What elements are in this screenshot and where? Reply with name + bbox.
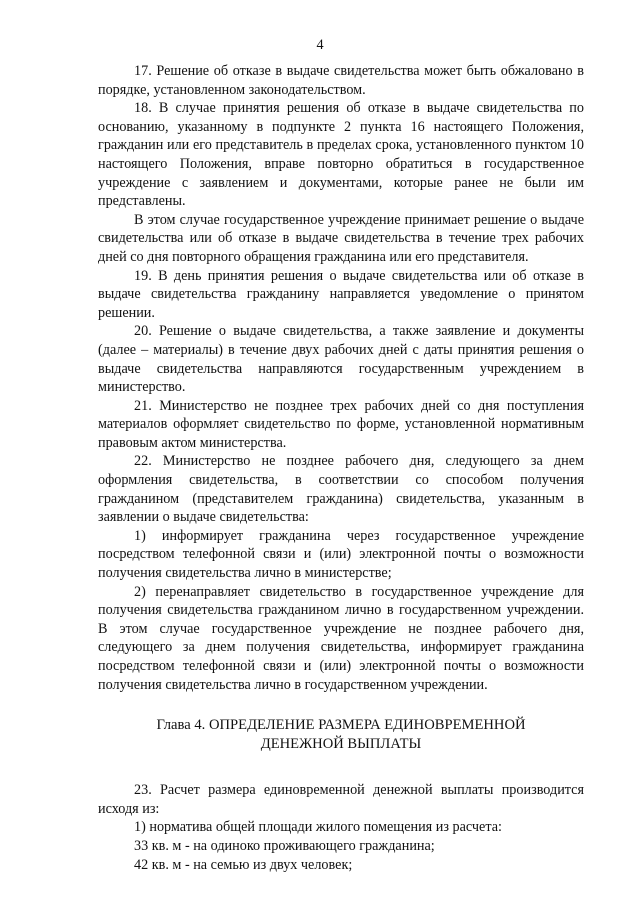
- norm-family-two: 42 кв. м - на семью из двух человек;: [134, 856, 353, 873]
- paragraph-21: 21. Министерство не позднее трех рабочих дней со дня поступления материалов оформляет свидетельство по форме, установленной нормативным правовым актом министерства.: [98, 397, 584, 451]
- norm-single-citizen: 33 кв. м - на одиноко проживающего гражданина;: [134, 837, 435, 854]
- paragraph-20: 20. Решение о выдаче свидетельства, а также заявление и документы (далее – материалы) в течение двух рабочих дней с даты принятия решения о выдаче свидетельства направляются государственным учреждением в министерство.: [98, 323, 584, 396]
- paragraph-19: 19. В день принятия решения о выдаче свидетельства или об отказе в выдаче свидетельства гражданину направляется уведомление о принятом решении.: [98, 267, 584, 321]
- paragraph-22-item-1: 1) информирует гражданина через государственное учреждение посредством телефонной связи и (или) электронной почты о возможности получения свидетельства лично в министерстве;: [98, 527, 584, 582]
- page-number: 4: [316, 37, 324, 53]
- chapter-heading: Глава 4. ОПРЕДЕЛЕНИЕ РАЗМЕРА ЕДИНОВРЕМЕННОЙ ДЕНЕЖНОЙ ВЫПЛАТЫ: [156, 717, 526, 753]
- paragraph-22-item-2: 2) перенаправляет свидетельство в государственное учреждение для получения свидетельства гражданином лично в государственном учреждении. В этом случае государственное учреждение не позднее рабочего дня, следующего за днем получения свидетельства, информирует гражданина посредством телефонной связи и (или) электронной почты о возможности получения свидетельства лично в государственном учреждении.: [98, 583, 584, 693]
- paragraph-18-continued: В этом случае государственное учреждение принимает решение о выдаче свидетельства или об отказе в выдаче свидетельства в течение трех рабочих дней со дня повторного обращения гражданина или его представителя.: [98, 211, 584, 265]
- document-body: [98, 62, 584, 874]
- paragraph-23: 23. Расчет размера единовременной денежной выплаты производится исходя из:: [98, 782, 584, 817]
- paragraph-18: 18. В случае принятия решения об отказе в выдаче свидетельства по основанию, указанному в подпункте 2 пункта 16 настоящего Положения, гражданин или его представитель в пределах срока, установленного пунктом 10 настоящего Положения, вправе повторно обратиться в государственное учреждение с заявлением и документами, которые ранее не были им представлены.: [98, 100, 584, 210]
- paragraph-22: 22. Министерство не позднее рабочего дня, следующего за днем оформления свидетельства, в соответствии со способом получения гражданином (представителем гражданина) свидетельства, указанным в заявлении о выдаче свидетельства:: [98, 453, 584, 526]
- paragraph-17: 17. Решение об отказе в выдаче свидетельства может быть обжаловано в порядке, установленном законодательством.: [98, 63, 584, 98]
- paragraph-23-item-1: 1) норматива общей площади жилого помещения из расчета:: [134, 819, 502, 836]
